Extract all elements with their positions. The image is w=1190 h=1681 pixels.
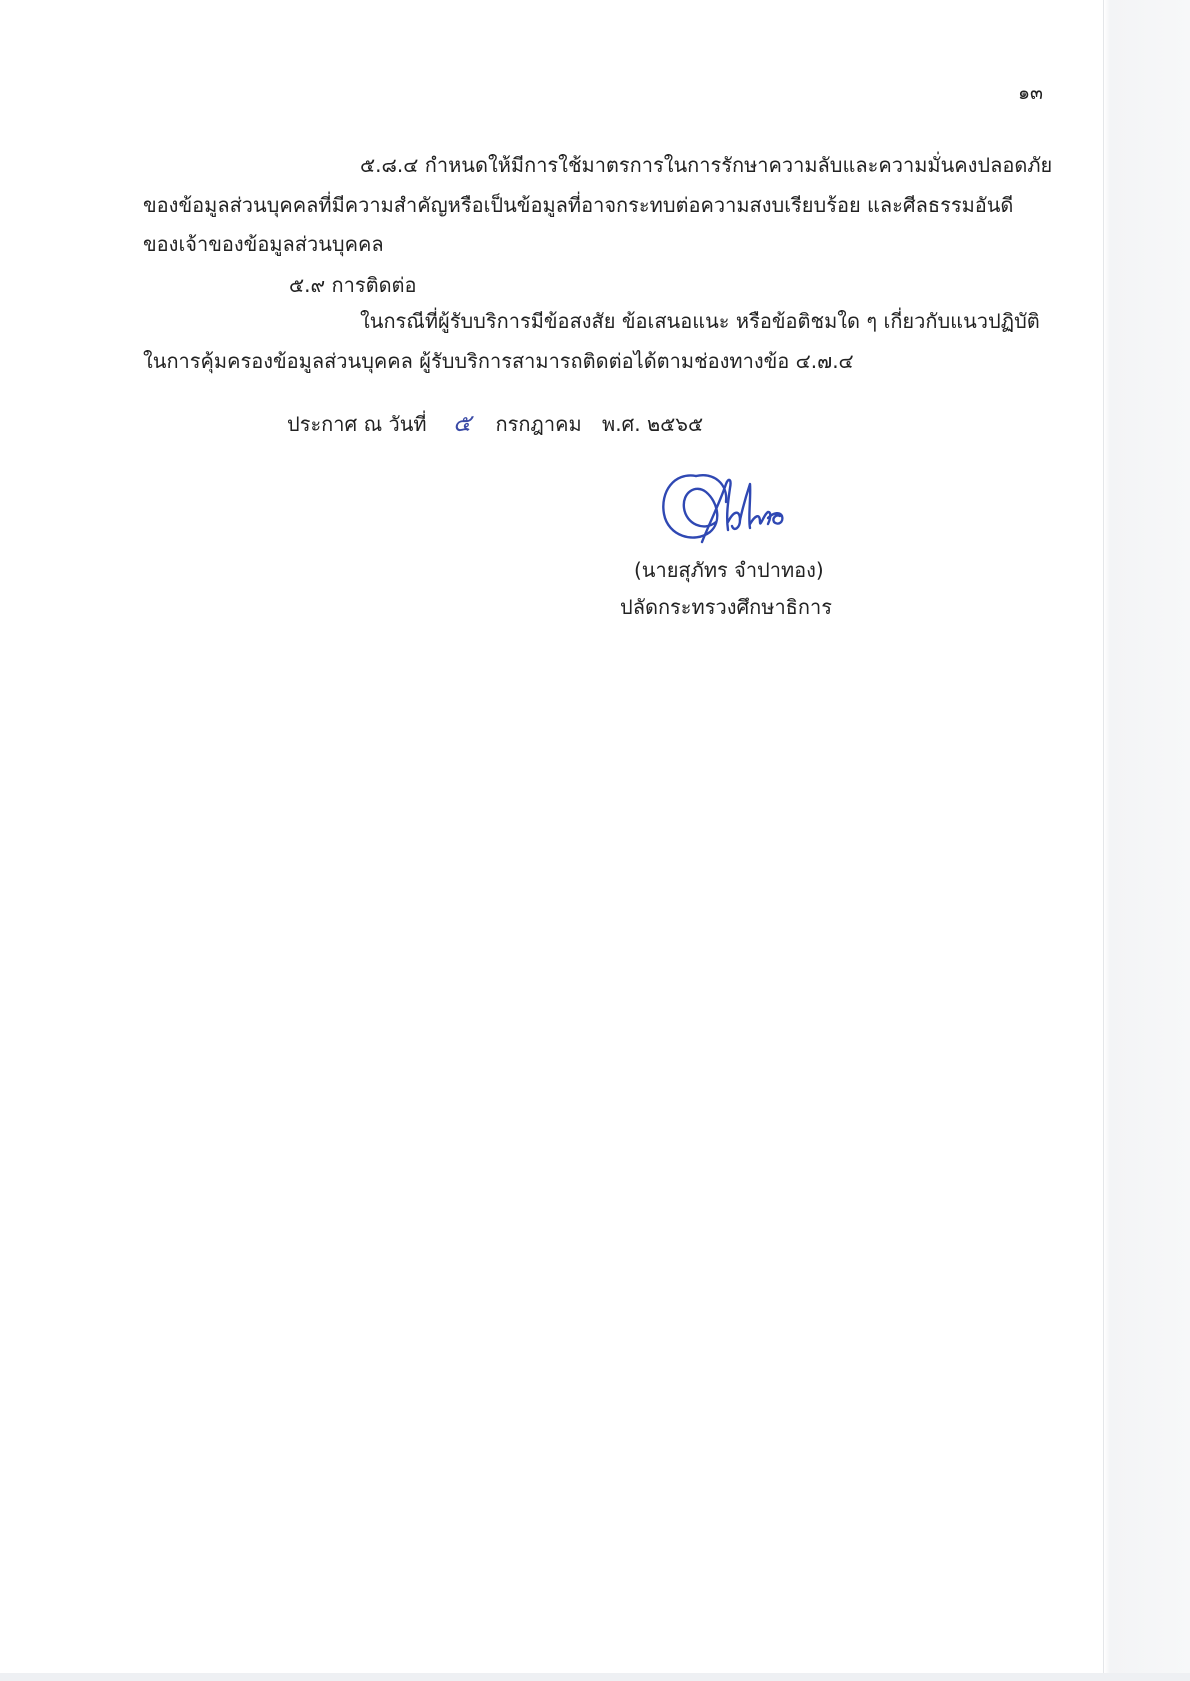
- section-5-8-4-line-3: ของเจ้าของข้อมูลส่วนบุคคล: [143, 232, 384, 256]
- section-5-9-line-2: ในการคุ้มครองข้อมูลส่วนบุคคล ผู้รับบริการสามารถติดต่อได้ตามช่องทางข้อ ๔.๗.๔: [143, 349, 854, 373]
- signatory-title: ปลัดกระทรวงศึกษาธิการ: [620, 595, 832, 619]
- scan-edge: [1103, 0, 1190, 1681]
- announcement-year: พ.ศ. ๒๕๖๕: [602, 412, 704, 436]
- section-5-9-heading: ๕.๙ การติดต่อ: [289, 273, 417, 297]
- section-5-8-4-line-1: ๕.๘.๔ กำหนดให้มีการใช้มาตรการในการรักษาความลับและความมั่นคงปลอดภัย: [360, 153, 1053, 177]
- section-5-9-line-1: ในกรณีที่ผู้รับบริการมีข้อสงสัย ข้อเสนอแนะ หรือข้อติชมใด ๆ เกี่ยวกับแนวปฏิบัติ: [360, 309, 1040, 333]
- announcement-prefix: ประกาศ ณ วันที่: [287, 412, 427, 436]
- announcement-dateline: [287, 408, 703, 439]
- announcement-day-handwritten: ๕: [452, 409, 472, 437]
- signature-icon: [656, 462, 790, 552]
- signatory-name: (นายสุภัทร จำปาทอง): [634, 558, 824, 582]
- announcement-month: กรกฎาคม: [495, 412, 582, 436]
- section-5-8-4-line-2: ของข้อมูลส่วนบุคคลที่มีความสำคัญหรือเป็นข้อมูลที่อาจกระทบต่อความสงบเรียบร้อย และศีลธรรมอันดี: [143, 193, 1014, 217]
- scan-bottom-edge: [0, 1673, 1190, 1681]
- page-number: ๑๓: [1018, 82, 1044, 104]
